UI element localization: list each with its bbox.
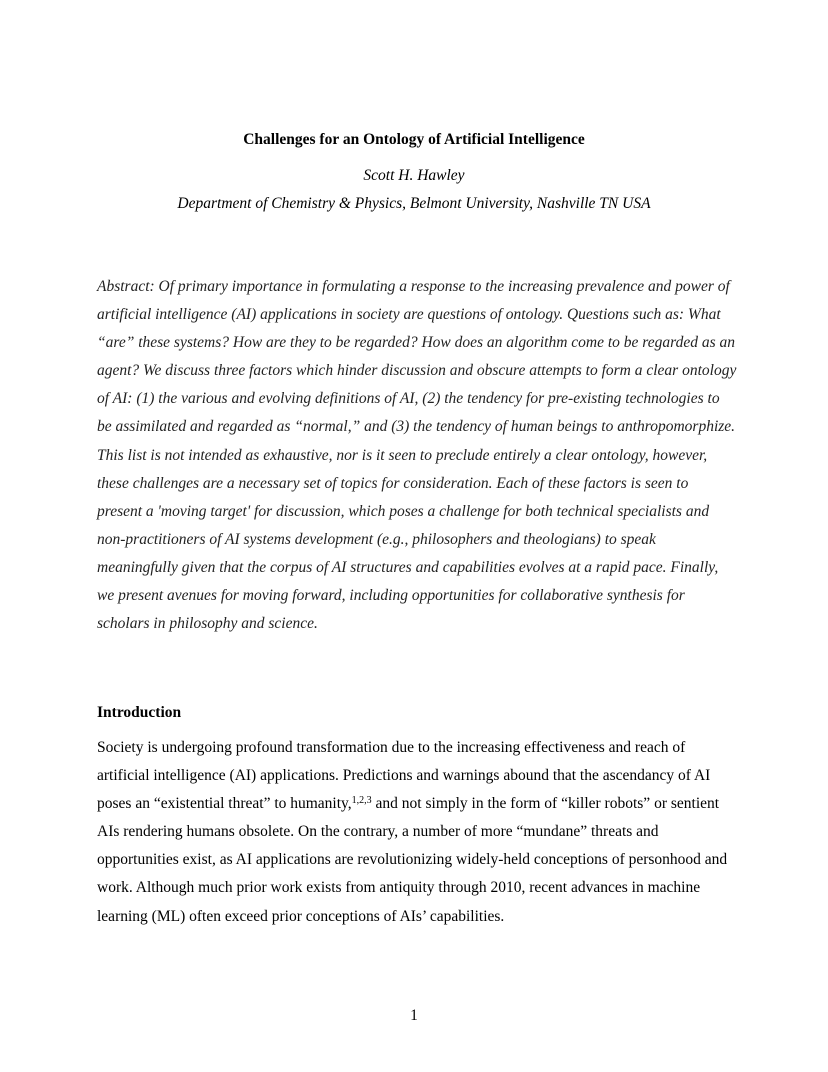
introduction-text-after-citation: and not simply in the form of “killer robots” or sentient AIs rendering humans obsolete. On the contrary, a number of more “mundane” threats and opportunities exist, as AI applications are revolutionizing widely-held conceptions of personhood and work. Although much prior work exists from antiquity through 2010, recent advances in machine learning (ML) often exceed prior conceptions of AIs’ capabilities. [97, 795, 728, 925]
abstract-paragraph: Abstract: Of primary importance in formulating a response to the increasing prevalence and power of artificial intelligence (AI) applications in society are questions of ontology. Questions such as: What “are” these systems? How are they to be regarded? How does an algorithm come to be regarded as an agent? We discuss three factors which hinder discussion and obscure attempts to form a clear ontology of AI: (1) the various and evolving definitions of AI, (2) the tendency for pre-existing technologies to be assimilated and regarded as “normal,” and (3) the tendency of human beings to anthropomorphize. This list is not intended as exhaustive, nor is it seen to preclude entirely a clear ontology, however, these challenges are a necessary set of topics for consideration. Each of these factors is seen to present a 'moving target' for discussion, which poses a challenge for both technical specialists and non-practitioners of AI systems development (e.g., philosophers and theologians) to speak meaningfully given that the corpus of AI structures and capabilities evolves at a rapid pace. Finally, we present avenues for moving forward, including opportunities for collaborative synthesis for scholars in philosophy and science. [97, 278, 737, 633]
introduction-text-before-citation: Society is undergoing profound transformation due to the increasing effectiveness and reach of artificial intelligence (AI) applications. Predictions and warnings abound that the ascendancy of AI poses an “existential threat” to humanity, [97, 739, 711, 813]
introduction-paragraph [97, 734, 737, 931]
paper-affiliation: Department of Chemistry & Physics, Belmont University, Nashville TN USA [177, 195, 651, 212]
introduction-heading: Introduction [97, 704, 182, 721]
paper-author: Scott H. Hawley [363, 167, 465, 184]
paper-title: Challenges for an Ontology of Artificial Intelligence [243, 131, 585, 148]
page-number: 1 [410, 1007, 418, 1024]
citation-superscript: 1,2,3 [351, 795, 372, 807]
